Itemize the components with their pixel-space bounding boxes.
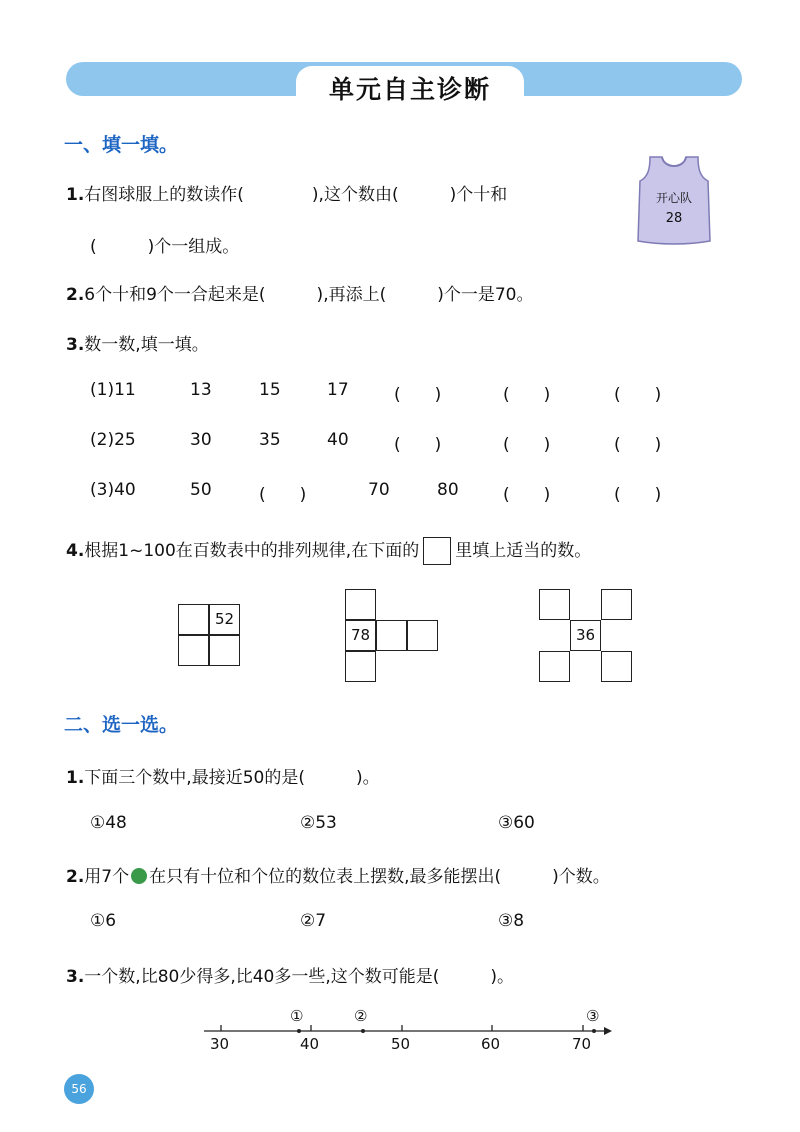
option[interactable]: ③60 (498, 813, 535, 833)
choice-question-1-number: 1. (66, 768, 85, 788)
seq-cell: 17 (327, 380, 349, 400)
point-label: ② (354, 1007, 368, 1025)
grid-b-given: 78 (345, 620, 376, 651)
grid-a-cell[interactable] (178, 635, 209, 666)
grid-b-cell[interactable] (345, 589, 376, 620)
grid-a-cell[interactable] (178, 604, 209, 635)
question-4-number: 4. (66, 541, 85, 561)
point-label: ③ (586, 1007, 600, 1025)
choice-question-3 (66, 962, 514, 987)
seq-blank: ( ) (503, 485, 551, 505)
seq-blank: ( ) (503, 385, 551, 405)
grid-c-cell[interactable] (601, 651, 632, 682)
seq-cell: 40 (327, 430, 349, 450)
choice-question-2 (66, 862, 610, 887)
grid-c-cell[interactable] (539, 589, 570, 620)
point-label: ① (290, 1007, 304, 1025)
grid-b-cell[interactable] (407, 620, 438, 651)
choice-question-1 (66, 763, 380, 788)
seq-cell: 50 (190, 480, 212, 500)
point-1 (297, 1029, 301, 1033)
choice-question-1-text: 下面三个数中,最接近50的是( )。 (84, 768, 380, 788)
seq-blank: ( ) (614, 435, 662, 455)
question-1-line1: 右图球服上的数读作( ),这个数由( )个十和 (84, 185, 508, 205)
jersey-image (636, 155, 712, 245)
question-4-text-before: 根据1~100在百数表中的排列规律,在下面的 (84, 541, 420, 561)
axis-label: 50 (391, 1035, 411, 1053)
seq-cell: (1)11 (90, 380, 136, 400)
question-1-number: 1. (66, 185, 85, 205)
answer-box-icon (423, 537, 451, 565)
question-2-number: 2. (66, 285, 85, 305)
grid-c-cell[interactable] (539, 651, 570, 682)
seq-blank: ( ) (394, 385, 442, 405)
choice-question-3-number: 3. (66, 967, 85, 987)
jersey-team: 开心队 (655, 191, 692, 205)
axis-label: 70 (572, 1035, 592, 1053)
arrow-icon (604, 1027, 612, 1035)
grid-b-cell[interactable] (345, 651, 376, 682)
axis-label: 60 (481, 1035, 501, 1053)
question-1-line2: ( )个一组成。 (90, 237, 240, 257)
grid-b-cell[interactable] (376, 620, 407, 651)
seq-cell: (3)40 (90, 480, 136, 500)
seq-cell: 30 (190, 430, 212, 450)
seq-cell: 35 (259, 430, 281, 450)
choice-question-3-text: 一个数,比80少得多,比40多一些,这个数可能是( )。 (84, 967, 515, 987)
number-line (200, 1005, 620, 1055)
option[interactable]: ②53 (300, 813, 337, 833)
section-fill-in: 一、填一填。 (64, 134, 179, 156)
option[interactable]: ②7 (300, 911, 327, 931)
choice-question-2-number: 2. (66, 867, 85, 887)
seq-blank: ( ) (503, 435, 551, 455)
choice-question-2-text-after: 在只有十位和个位的数位表上摆数,最多能摆出( )个数。 (149, 867, 610, 887)
section-choose: 二、选一选。 (64, 714, 179, 736)
option[interactable]: ①6 (90, 911, 117, 931)
question-1 (66, 180, 507, 205)
grid-a-cell[interactable] (209, 635, 240, 666)
seq-blank: ( ) (614, 385, 662, 405)
jersey-number: 28 (665, 211, 683, 226)
page-title: 单元自主诊断 (328, 75, 491, 104)
option[interactable]: ①48 (90, 813, 127, 833)
point-2 (361, 1029, 365, 1033)
question-2 (66, 280, 534, 305)
grid-c-given: 36 (570, 620, 601, 651)
question-2-text: 6个十和9个一合起来是( ),再添上( )个一是70。 (84, 285, 534, 305)
point-3 (592, 1029, 596, 1033)
seq-cell: 13 (190, 380, 212, 400)
grid-c-cell[interactable] (601, 589, 632, 620)
seq-cell: (2)25 (90, 430, 136, 450)
grid-a-given: 52 (209, 604, 240, 635)
question-4-text-after: 里填上适当的数。 (455, 541, 592, 561)
question-3-number: 3. (66, 335, 85, 355)
axis-label: 30 (210, 1035, 230, 1053)
question-4 (66, 536, 591, 565)
seq-blank: ( ) (614, 485, 662, 505)
seq-cell: 70 (368, 480, 390, 500)
option[interactable]: ③8 (498, 911, 525, 931)
seq-blank: ( ) (259, 485, 307, 505)
bead-icon (131, 868, 147, 884)
seq-cell: 15 (259, 380, 281, 400)
seq-cell: 80 (437, 480, 459, 500)
seq-blank: ( ) (394, 435, 442, 455)
page-number: 56 (64, 1074, 94, 1104)
choice-question-2-text-before: 用7个 (84, 867, 130, 887)
question-3 (66, 330, 209, 355)
question-3-text: 数一数,填一填。 (84, 335, 209, 355)
axis-label: 40 (300, 1035, 320, 1053)
